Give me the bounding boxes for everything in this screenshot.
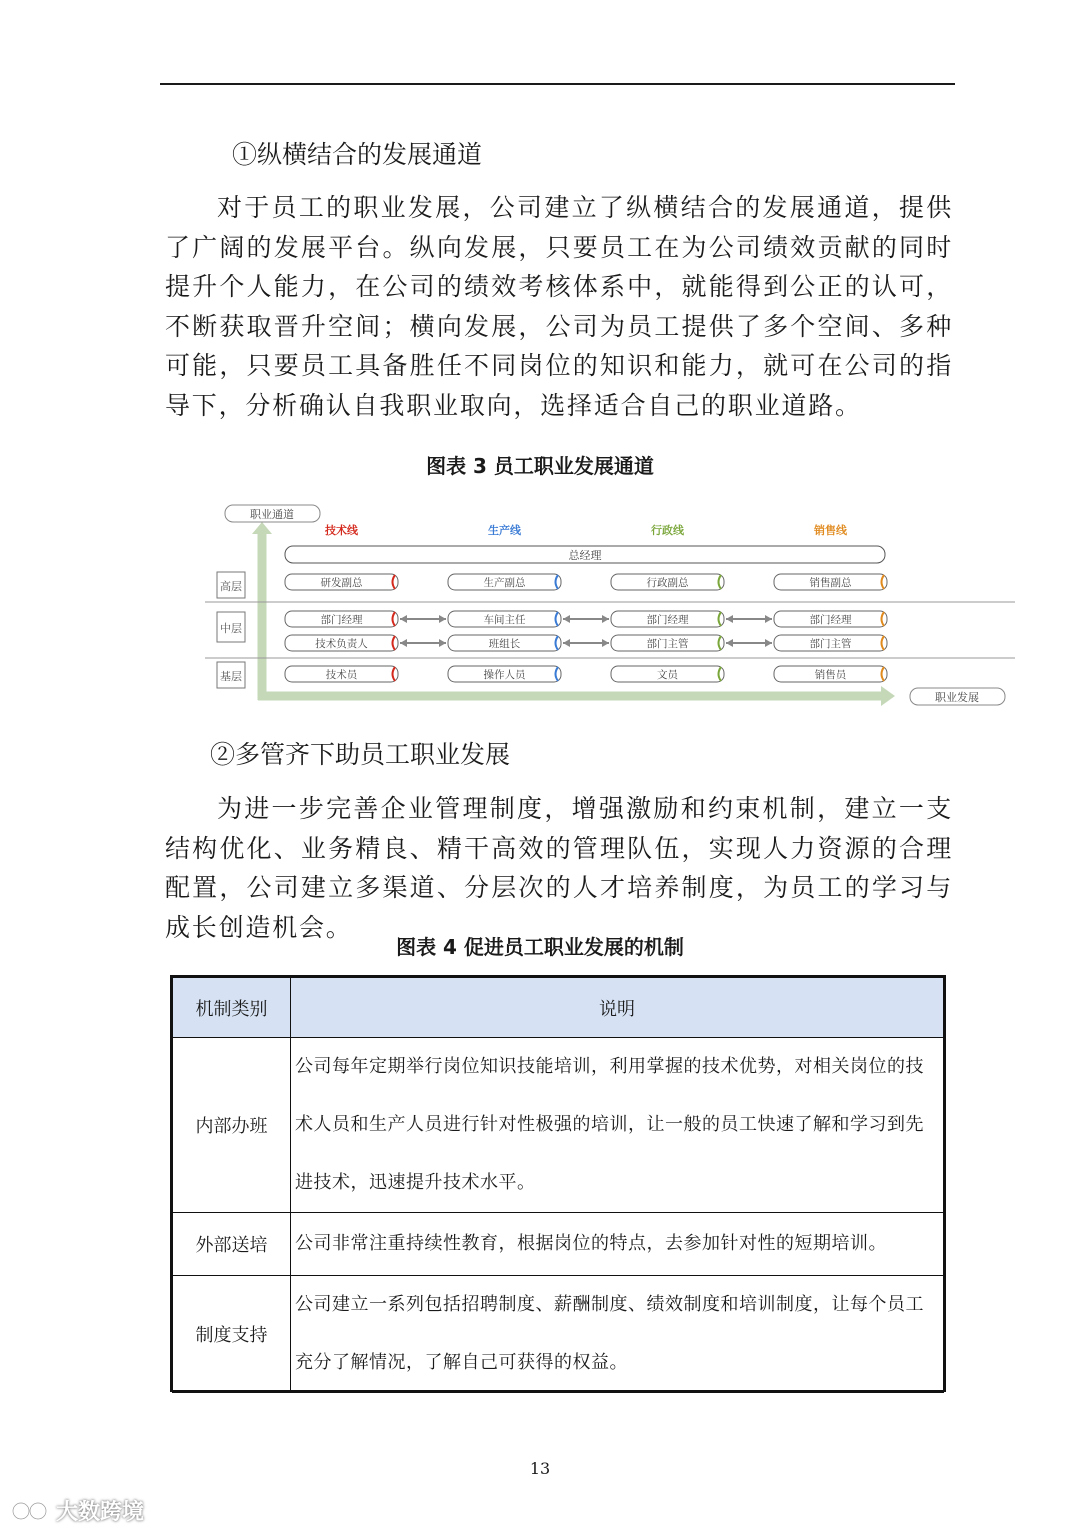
table-cell-description: 公司建立一系列包括招聘制度、薪酬制度、绩效制度和培训制度，让每个员工充分了解情况，了解自己可获得的权益。 — [291, 1276, 944, 1393]
position-label: 部门主管 — [809, 638, 852, 650]
table-header-description: 说明 — [291, 978, 944, 1038]
table-row — [173, 1213, 944, 1276]
arrow-right-icon — [765, 639, 772, 647]
career-line-label: 生产线 — [488, 524, 521, 537]
watermark — [10, 1495, 144, 1526]
table-header-category: 机制类别 — [173, 978, 291, 1038]
top-position-label: 总经理 — [568, 549, 602, 562]
table-cell-description: 公司每年定期举行岗位知识技能培训，利用掌握的技术优势，对相关岗位的技术人员和生产人员进行针对性极强的培训，让一般的员工快速了解和学习到先进技术，迅速提升技术水平。 — [291, 1038, 944, 1213]
position-label: 部门经理 — [320, 614, 363, 626]
section-heading-1: ①纵横结合的发展通道 — [232, 140, 483, 169]
position-label: 部门主管 — [646, 638, 689, 650]
figure4-caption: 图表 4 促进员工职业发展的机制 — [396, 935, 684, 959]
career-line-label: 行政线 — [651, 524, 684, 537]
arrow-right-icon — [602, 639, 609, 647]
level-label-high: 高层 — [220, 580, 242, 593]
position-label: 部门经理 — [809, 614, 852, 626]
arrow-left-icon — [726, 615, 733, 623]
arrow-right-icon — [765, 615, 772, 623]
page-number: 13 — [529, 1459, 551, 1478]
arrow-right-icon — [439, 639, 446, 647]
table-cell-category: 制度支持 — [173, 1276, 291, 1393]
position-label: 行政副总 — [646, 577, 689, 589]
arrow-left-icon — [563, 639, 570, 647]
arrow-left-icon — [400, 639, 407, 647]
watermark-logo-icon — [10, 1500, 52, 1522]
position-label: 生产副总 — [483, 577, 526, 589]
position-label: 技术员 — [325, 669, 358, 681]
section-paragraph-2: 为进一步完善企业管理制度，增强激励和约束机制，建立一支结构优化、业务精良、精干高效的管理队伍，实现人力资源的合理配置，公司建立多渠道、分层次的人才培养制度，为员工的学习与成长创造机会。 — [165, 794, 953, 942]
career-line-label: 销售线 — [814, 524, 847, 537]
table-cell-category: 内部办班 — [173, 1038, 291, 1213]
arrow-left-icon — [726, 639, 733, 647]
x-axis-label: 职业发展 — [935, 691, 979, 704]
section-paragraph-1: 对于员工的职业发展，公司建立了纵横结合的发展通道，提供了广阔的发展平台。纵向发展，只要员工在为公司绩效贡献的同时提升个人能力，在公司的绩效考核体系中，就能得到公正的认可，不断获取晋升空间；横向发展，公司为员工提供了多个空间、多种可能，只要员工具备胜任不同岗位的知识和能力，就可在公司的指导下，分析确认自我职业取向，选择适合自己的职业道路。 — [165, 193, 953, 420]
section-heading-2: ②多管齐下助员工职业发展 — [210, 740, 511, 769]
position-label: 技术负责人 — [315, 638, 368, 650]
position-label: 班组长 — [488, 638, 521, 650]
table-cell-category: 外部送培 — [173, 1213, 291, 1276]
y-axis-arrow-icon — [252, 522, 272, 534]
arrow-left-icon — [563, 615, 570, 623]
position-label: 销售员 — [814, 669, 847, 681]
level-label-base: 基层 — [220, 670, 242, 683]
table-cell-description: 公司非常注重持续性教育，根据岗位的特点，去参加针对性的短期培训。 — [291, 1213, 944, 1276]
position-label: 文员 — [657, 669, 678, 681]
arrow-right-icon — [439, 615, 446, 623]
table-row — [173, 1276, 944, 1393]
table-header-row — [173, 978, 944, 1038]
career-path-diagram — [205, 500, 1015, 715]
y-axis-label: 职业通道 — [250, 508, 294, 521]
mechanism-table — [170, 975, 946, 1392]
table-row — [173, 1038, 944, 1213]
position-label: 研发副总 — [320, 577, 363, 589]
position-label: 销售副总 — [809, 577, 852, 589]
position-label: 操作人员 — [483, 669, 526, 681]
arrow-left-icon — [400, 615, 407, 623]
level-label-mid: 中层 — [220, 622, 242, 635]
figure3-caption: 图表 3 员工职业发展通道 — [426, 454, 654, 478]
watermark-text: 大数跨境 — [56, 1500, 145, 1525]
career-line-label: 技术线 — [325, 524, 358, 537]
arrow-right-icon — [602, 615, 609, 623]
x-axis-arrow-icon — [881, 686, 895, 706]
position-label: 车间主任 — [483, 614, 526, 626]
header-rule — [160, 83, 955, 85]
position-label: 部门经理 — [646, 614, 689, 626]
